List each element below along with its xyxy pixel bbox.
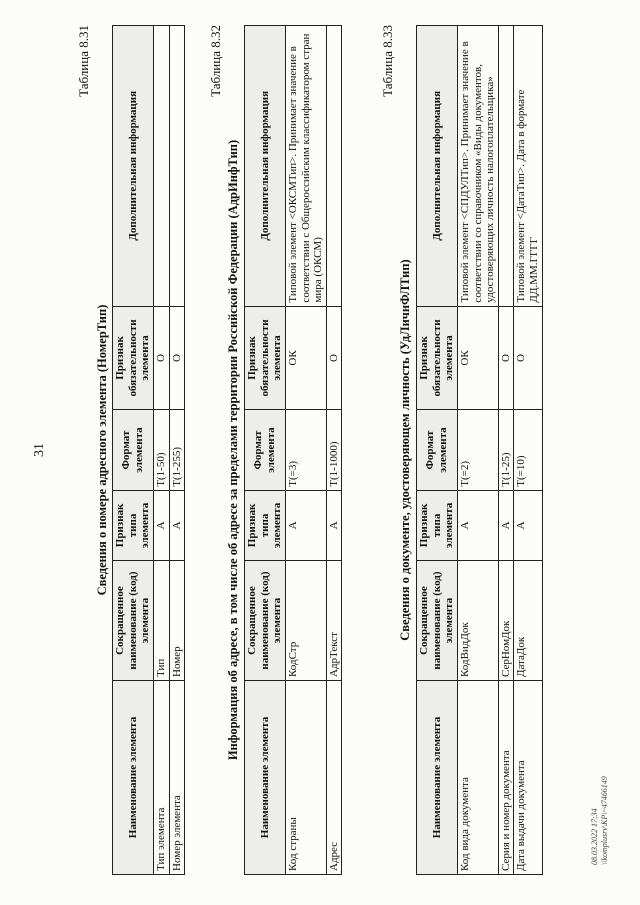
cell-info (153, 26, 169, 307)
cell-name: Тип элемента (153, 681, 169, 875)
cell-type: А (514, 490, 542, 560)
cell-name: Адрес (326, 681, 342, 875)
header-extra-info: Дополнительная информация (245, 26, 286, 307)
table-row (285, 26, 326, 875)
cell-code: ДатаДок (514, 561, 542, 681)
header-short-name: Сокращенное наименование (код) элемента (245, 561, 286, 681)
cell-required: О (153, 306, 169, 410)
cell-name: Дата выдачи документа (514, 681, 542, 875)
cell-name: Номер элемента (169, 681, 185, 875)
cell-required: О (326, 306, 342, 410)
table-8-33-label: Таблица 8.33 (380, 25, 395, 97)
table-8-32-title: Информация об адресе, в том числе об адресе за пределами территории Российской Федерации (АдрИнфТип) (226, 139, 240, 761)
cell-code: Номер (169, 561, 185, 681)
table-header-row (417, 26, 458, 875)
cell-name: Код страны (285, 681, 326, 875)
print-timestamp: 08.03.2022 17:34 (590, 808, 599, 865)
cell-type: А (285, 490, 326, 560)
cell-info (498, 26, 514, 307)
print-file-path: \\komplusrv\KP\~47466149 (599, 776, 609, 865)
header-required-flag: Признак обязательности элемента (245, 306, 286, 410)
cell-type: А (326, 490, 342, 560)
cell-name: Код вида документа (457, 681, 498, 875)
cell-info: Типовой элемент <ОКСМТип>. Принимает значение в соответствии с Общероссийским классификатором стран мира (ОКСМ) (285, 26, 326, 307)
table-8-33 (416, 25, 543, 875)
cell-format: Т(1-255) (169, 410, 185, 490)
cell-type: А (457, 490, 498, 560)
header-type-flag: Признак типа элемента (113, 490, 154, 560)
table-8-32-label: Таблица 8.32 (208, 25, 223, 97)
cell-required: ОК (285, 306, 326, 410)
cell-code: Тип (153, 561, 169, 681)
table-8-33-title: Сведения о документе, удостоверяющем личность (УдЛичнФЛТип) (398, 259, 412, 641)
cell-required: ОК (457, 306, 498, 410)
header-format: Формат элемента (417, 410, 458, 490)
header-required-flag: Признак обязательности элемента (417, 306, 458, 410)
cell-format: Т(1-50) (153, 410, 169, 490)
cell-required: О (169, 306, 185, 410)
header-format: Формат элемента (113, 410, 154, 490)
header-short-name: Сокращенное наименование (код) элемента (113, 561, 154, 681)
header-required-flag: Признак обязательности элемента (113, 306, 154, 410)
cell-code: СерНомДок (498, 561, 514, 681)
cell-type: А (498, 490, 514, 560)
cell-code: КодСтр (285, 561, 326, 681)
table-row (169, 26, 185, 875)
header-extra-info: Дополнительная информация (417, 26, 458, 307)
table-row (457, 26, 498, 875)
header-element-name: Наименование элемента (245, 681, 286, 875)
print-footnote (590, 776, 609, 865)
table-row (326, 26, 342, 875)
header-element-name: Наименование элемента (113, 681, 154, 875)
table-header-row (245, 26, 286, 875)
header-type-flag: Признак типа элемента (245, 490, 286, 560)
header-short-name: Сокращенное наименование (код) элемента (417, 561, 458, 681)
cell-format: Т(=10) (514, 410, 542, 490)
page-number: 31 (32, 443, 47, 457)
cell-info (169, 26, 185, 307)
table-header-row (113, 26, 154, 875)
table-row (498, 26, 514, 875)
table-8-31 (112, 25, 185, 875)
cell-info: Типовой элемент <ДатаТип>. Дата в формате ДД.ММ.ГГГГ (514, 26, 542, 307)
header-extra-info: Дополнительная информация (113, 26, 154, 307)
cell-name: Серия и номер документа (498, 681, 514, 875)
table-8-31-title: Сведения о номере адресного элемента (НомерТип) (95, 304, 109, 596)
cell-info (326, 26, 342, 307)
cell-required: О (498, 306, 514, 410)
cell-code: КодВидДок (457, 561, 498, 681)
cell-type: А (153, 490, 169, 560)
table-8-31-label: Таблица 8.31 (76, 25, 91, 97)
cell-info: Типовой элемент <СПДУЛТип>. Принимает значение в соответствии со справочником «Виды документов, удостоверяющих личность налогоплательщика» (457, 26, 498, 307)
header-element-name: Наименование элемента (417, 681, 458, 875)
cell-required: О (514, 306, 542, 410)
cell-format: Т(=2) (457, 410, 498, 490)
table-row (514, 26, 542, 875)
cell-format: Т(1-25) (498, 410, 514, 490)
table-8-32 (244, 25, 342, 875)
cell-format: Т(=3) (285, 410, 326, 490)
header-format: Формат элемента (245, 410, 286, 490)
cell-code: АдрТекст (326, 561, 342, 681)
cell-type: А (169, 490, 185, 560)
header-type-flag: Признак типа элемента (417, 490, 458, 560)
table-row (153, 26, 169, 875)
cell-format: Т(1-1000) (326, 410, 342, 490)
